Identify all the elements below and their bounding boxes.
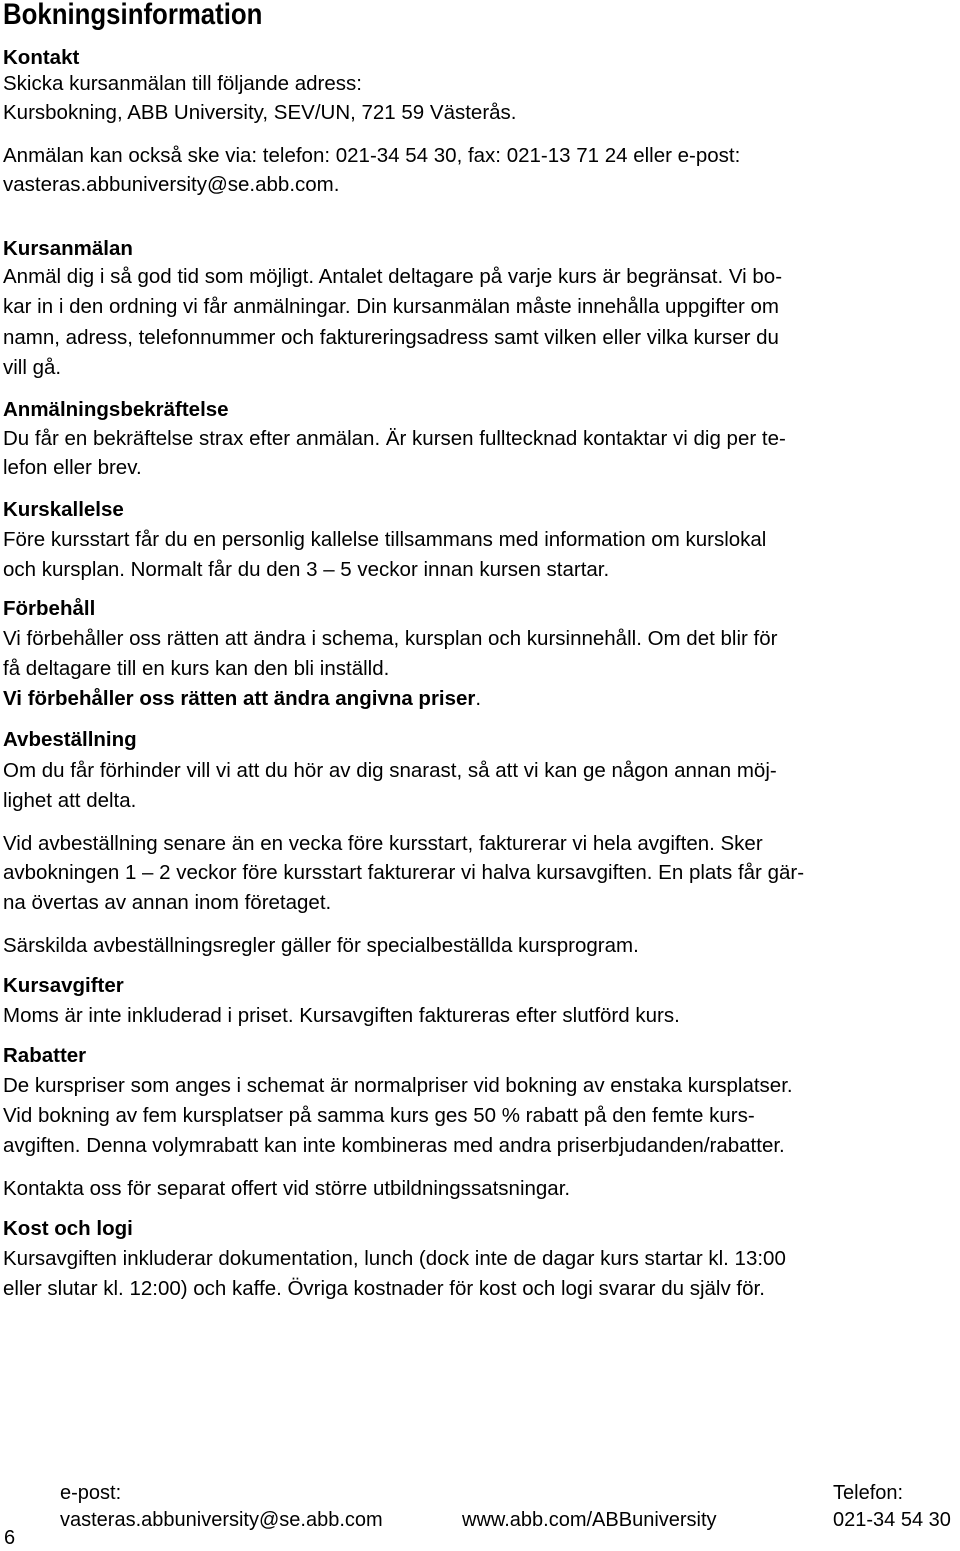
section-heading-kost-och-logi: Kost och logi [3,1217,133,1240]
footer-phone-label: Telefon: [833,1482,904,1504]
paragraph-line: Anmäl dig i så god tid som möjligt. Antalet deltagare på varje kurs är begränsat. Vi bo- [3,265,783,288]
paragraph-line: Anmälan kan också ske via: telefon: 021-34 54 30, fax: 021-13 71 24 eller e-post: [3,144,741,167]
footer-website-link[interactable]: www.abb.com/ABBuniversity [462,1509,717,1531]
paragraph-line: lefon eller brev. [3,456,142,479]
paragraph-line: Om du får förhinder vill vi att du hör av dig snarast, så att vi kan ge någon annan möj- [3,759,777,782]
section-heading-avbestallning: Avbeställning [3,728,137,751]
paragraph-line: Du får en bekräftelse strax efter anmälan. Är kursen fulltecknad kontaktar vi dig per te- [3,427,786,450]
section-heading-kurskallelse: Kurskallelse [3,498,124,521]
section-heading-kontakt: Kontakt [3,46,80,69]
paragraph-line: Kontakta oss för separat offert vid större utbildningssatsningar. [3,1177,571,1200]
price-reservation-notice [3,686,481,712]
paragraph-line: avbokningen 1 – 2 veckor före kursstart fakturerar vi halva kursavgiften. En plats får gär- [3,861,805,884]
paragraph-line: vill gå. [3,356,62,379]
footer-email[interactable]: vasteras.abbuniversity@se.abb.com [60,1509,383,1531]
paragraph-line: eller slutar kl. 12:00) och kaffe. Övriga kostnader för kost och logi svarar du själv för. [3,1277,765,1300]
paragraph-line: få deltagare till en kurs kan den bli inställd. [3,657,390,680]
paragraph-line: De kurspriser som anges i schemat är normalpriser vid bokning av enstaka kursplatser. [3,1074,793,1097]
paragraph-line: Moms är inte inkluderad i priset. Kursavgiften faktureras efter slutförd kurs. [3,1004,680,1027]
paragraph-line: na övertas av annan inom företaget. [3,891,332,914]
paragraph-line: Skicka kursanmälan till följande adress: [3,72,362,95]
page-title: Bokningsinformation [3,0,263,31]
section-heading-kursanmalan: Kursanmälan [3,237,133,260]
paragraph-line: Före kursstart får du en personlig kallelse tillsammans med information om kurslokal [3,528,767,551]
paragraph-line: kar in i den ordning vi får anmälningar. Din kursanmälan måste innehålla uppgifter om [3,295,780,318]
paragraph-line: Vi förbehåller oss rätten att ändra i schema, kursplan och kursinnehåll. Om det blir för [3,627,778,650]
paragraph-line: Vid bokning av fem kursplatser på samma kurs ges 50 % rabatt på den femte kurs- [3,1104,755,1127]
page-number: 6 [4,1527,16,1549]
email-address: vasteras.abbuniversity@se.abb.com. [3,173,340,196]
footer-phone: 021-34 54 30 [833,1509,951,1531]
paragraph-line: namn, adress, telefonnummer och faktureringsadress samt vilken eller vilka kurser du [3,326,779,349]
section-heading-anmalningsbekraftelse: Anmälningsbekräftelse [3,398,229,421]
paragraph-line: Särskilda avbeställningsregler gäller för specialbeställda kursprogram. [3,934,639,957]
footer-email-label: e-post: [60,1482,122,1504]
paragraph-line: lighet att delta. [3,789,137,812]
paragraph-line: Kursavgiften inkluderar dokumentation, lunch (dock inte de dagar kurs startar kl. 13:00 [3,1247,786,1270]
section-heading-forbehall: Förbehåll [3,597,96,620]
paragraph-line: Kursbokning, ABB University, SEV/UN, 721 59 Västerås. [3,101,517,124]
paragraph-line: Vid avbeställning senare än en vecka före kursstart, fakturerar vi hela avgiften. Sker [3,832,763,855]
section-heading-kursavgifter: Kursavgifter [3,974,124,997]
notice-period: . [475,687,482,710]
paragraph-line: och kursplan. Normalt får du den 3 – 5 veckor innan kursen startar. [3,558,610,581]
paragraph-line: avgiften. Denna volymrabatt kan inte kombineras med andra priserbjudanden/rabatter. [3,1134,785,1157]
bold-notice-text: Vi förbehåller oss rätten att ändra angivna priser [3,687,476,710]
section-heading-rabatter: Rabatter [3,1044,87,1067]
